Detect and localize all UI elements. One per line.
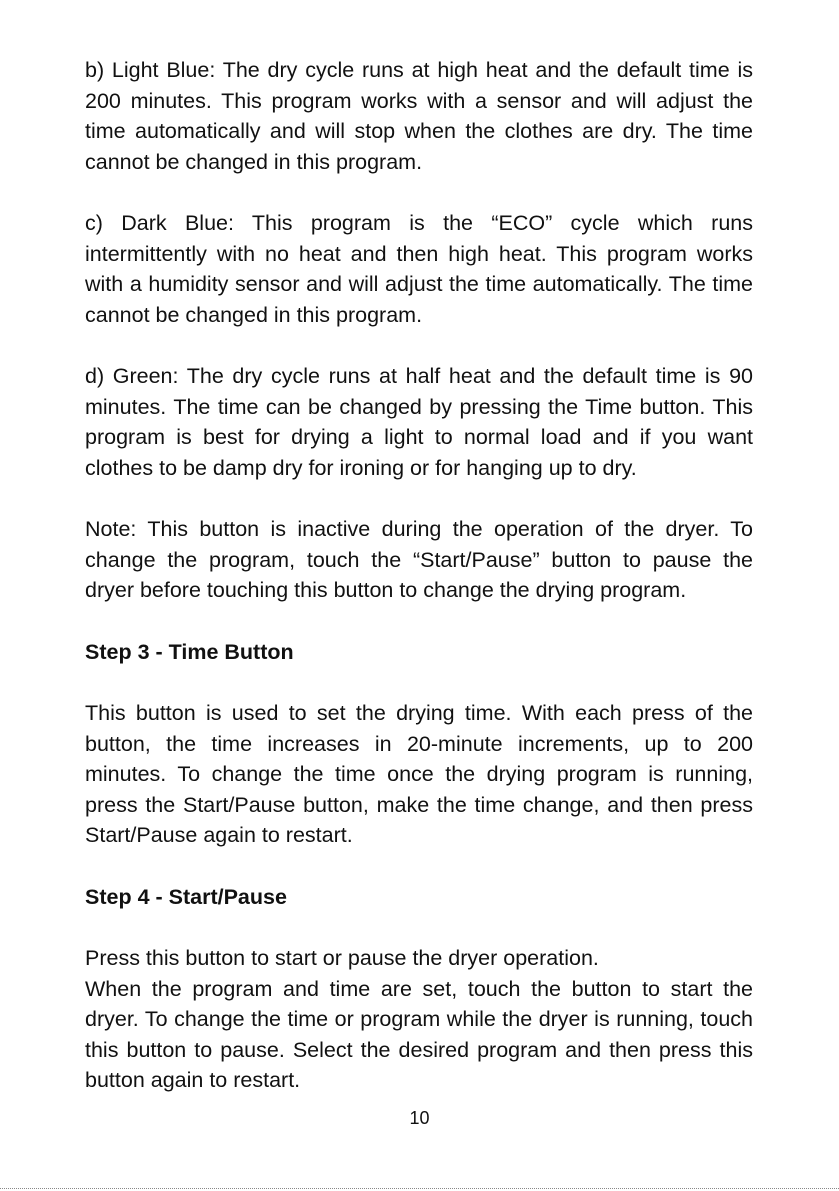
paragraph-spacer [85,606,753,637]
page-number: 10 [409,1108,430,1128]
step3-heading: Step 3 - Time Button [85,639,294,664]
paragraph-spacer [85,667,753,698]
manual-page [85,55,753,1096]
program-light-blue-paragraph: b) Light Blue: The dry cycle runs at high heat and the default time is 200 minutes. This program works with a sensor and will adjust the time automatically and will stop when the clothes are dry. The time cannot be changed in this program. [85,58,753,174]
page-bottom-divider [0,1188,839,1189]
program-green-paragraph: d) Green: The dry cycle runs at half heat and the default time is 90 minutes. The time can be changed by pressing the Time button. This program is best for drying a light to normal load and if you want clothes to be damp dry for ironing or for hanging up to dry. [85,364,753,480]
paragraph-spacer [85,483,753,514]
note-paragraph: Note: This button is inactive during the operation of the dryer. To change the program, touch the “Start/Pause” button to pause the dryer before touching this button to change the drying program. [85,517,753,602]
paragraph-spacer [85,330,753,361]
paragraph-spacer [85,912,753,943]
paragraph-spacer [85,177,753,208]
step3-body: This button is used to set the drying time. With each press of the button, the time increases in 20-minute increments, up to 200 minutes. To change the time once the drying program is running, press the Start/Pause button, make the time change, and then press Start/Pause again to restart. [85,701,753,847]
paragraph-spacer [85,851,753,882]
step4-intro-line: Press this button to start or pause the dryer operation. [85,946,599,970]
program-dark-blue-paragraph: c) Dark Blue: This program is the “ECO” cycle which runs intermittently with no heat and then high heat. This program works with a humidity sensor and will adjust the time automatically. The time cannot be changed in this program. [85,211,753,327]
step4-heading: Step 4 - Start/Pause [85,884,287,909]
step4-body: When the program and time are set, touch the button to start the dryer. To change the time or program while the dryer is running, touch this button to pause. Select the desired program and then press this button again to restart. [85,976,753,1092]
